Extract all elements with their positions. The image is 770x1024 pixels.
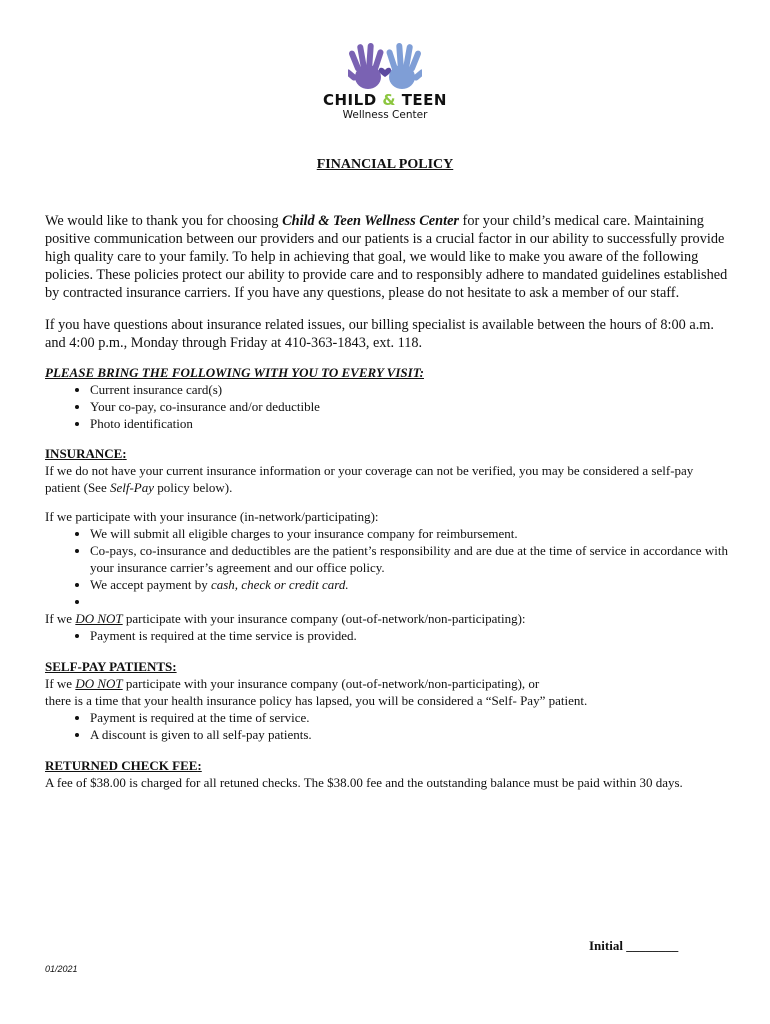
self-pay-line-2: there is a time that your health insurance policy has lapsed, you will be considered a “Self- Pay” patient. xyxy=(45,693,588,708)
self-pay-line-1: If we DO NOT participate with your insurance company (out-of-network/non-participating), or xyxy=(45,676,540,691)
out-network-label: If we DO NOT participate with your insurance company (out-of-network/non-participating): xyxy=(45,611,526,626)
revision-date: 01/2021 xyxy=(45,964,78,974)
self-pay-list xyxy=(45,709,728,743)
policy-body xyxy=(45,212,728,791)
in-network-label: If we participate with your insurance (in-network/participating): xyxy=(45,509,379,524)
list-item: • We accept payment by cash, check or credit card. xyxy=(90,576,728,593)
page-title: FINANCIAL POLICY xyxy=(316,157,454,172)
intro-paragraph: We would like to thank you for choosing Child & Teen Wellness Center for your child’s medical care. Maintaining positive communication between our providers and our patients is a crucial factor in our ability to successfully provide high quality care to your family. To help in achieving that goal, we would like to make you aware of the following policies. These policies protect our ability to provide care and to responsibly adhere to mandated guidelines established by contracted insurance carriers. If you have any questions, please do not hesitate to ask a member of our staff. xyxy=(45,213,728,301)
center-name: Child & Teen Wellness Center xyxy=(282,213,459,229)
out-network-list xyxy=(45,627,728,644)
list-item: • Current insurance card(s) xyxy=(90,381,728,398)
list-item: • A discount is given to all self-pay patients. xyxy=(90,726,728,743)
self-pay-heading: SELF-PAY PATIENTS: xyxy=(45,659,177,674)
list-item: • We will submit all eligible charges to your insurance company for reimbursement. xyxy=(90,525,728,542)
returned-check-text: A fee of $38.00 is charged for all retuned checks. The $38.00 fee and the outstanding balance must be paid within 30 days. xyxy=(45,775,683,790)
list-item-empty xyxy=(90,593,728,610)
in-network-list xyxy=(45,525,728,610)
list-item: • Payment is required at the time service is provided. xyxy=(90,627,728,644)
logo-subtitle: Wellness Center xyxy=(342,109,428,121)
list-item: • Co-pays, co-insurance and deductibles are the patient’s responsibility and are due at the time of service in accordance with your insurance carrier’s agreement and our office policy. xyxy=(90,542,728,576)
list-item: • Photo identification xyxy=(90,415,728,432)
insurance-intro: If we do not have your current insurance information or your coverage can not be verified, you may be considered a self-pay patient (See Self-Pay policy below). xyxy=(45,463,694,495)
initial-line[interactable]: Initial ________ xyxy=(589,938,679,953)
billing-paragraph: If you have questions about insurance related issues, our billing specialist is available between the hours of 8:00 a.m. and 4:00 p.m., Monday through Friday at 410-363-1843, ext. 118. xyxy=(45,317,715,351)
list-item: • Your co-pay, co-insurance and/or deductible xyxy=(90,398,728,415)
hands-heart-icon xyxy=(348,40,422,92)
logo-name: CHILD & TEEN xyxy=(323,91,447,109)
center-logo xyxy=(320,40,450,132)
returned-check-heading: RETURNED CHECK FEE: xyxy=(45,758,202,773)
bring-list xyxy=(45,381,728,432)
insurance-heading: INSURANCE: xyxy=(45,446,127,461)
bring-heading: PLEASE BRING THE FOLLOWING WITH YOU TO EVERY VISIT: xyxy=(45,365,424,380)
list-item: • Payment is required at the time of service. xyxy=(90,709,728,726)
